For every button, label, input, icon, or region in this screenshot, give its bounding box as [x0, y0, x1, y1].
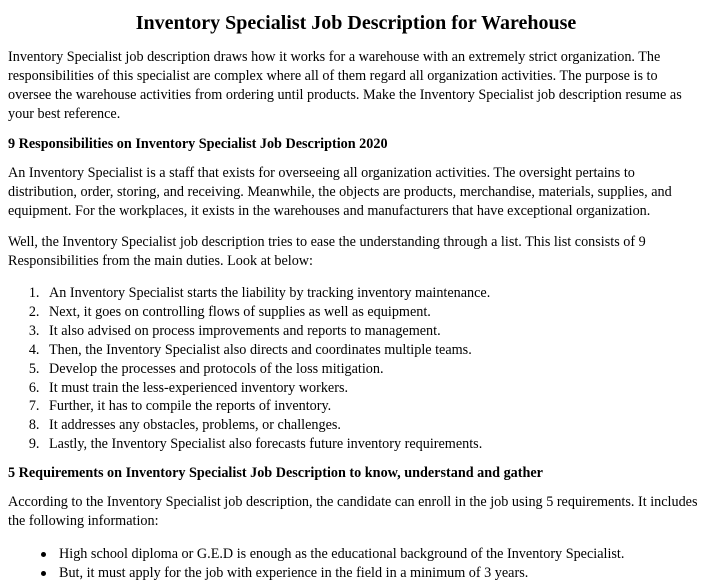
list-item: 5. Develop the processes and protocols of the loss mitigation.: [43, 360, 704, 379]
requirements-list: [8, 545, 704, 583]
responsibilities-paragraph-2: Well, the Inventory Specialist job description tries to ease the understanding through a list. This list consists of 9 Responsibilities from the main duties. Look at below:: [8, 234, 646, 269]
list-item: 1. An Inventory Specialist starts the liability by tracking inventory maintenance.: [43, 284, 704, 303]
list-item: 4. Then, the Inventory Specialist also directs and coordinates multiple teams.: [43, 341, 704, 360]
list-item: 2. Next, it goes on controlling flows of supplies as well as equipment.: [43, 303, 704, 322]
list-item: 3. It also advised on process improvements and reports to management.: [43, 322, 704, 341]
list-item: 9. Lastly, the Inventory Specialist also forecasts future inventory requirements.: [43, 435, 704, 454]
requirements-paragraph: According to the Inventory Specialist job description, the candidate can enroll in the job using 5 requirements. It includes the following information:: [8, 494, 698, 530]
intro-paragraph: Inventory Specialist job description draws how it works for a warehouse with an extremely strict organization. The responsibilities of this specialist are complex where all of them regard all organization activities. The purpose is to oversee the warehouse activities from ordering until products. Make the Inventory Specialist job description resume as your best reference.: [8, 49, 682, 122]
requirements-heading: 5 Requirements on Inventory Specialist Job Description to know, understand and gather: [8, 465, 543, 482]
list-item: High school diploma or G.E.D is enough as the educational background of the Inventory Specialist.: [41, 545, 704, 564]
list-item: 8. It addresses any obstacles, problems, or challenges.: [43, 416, 704, 435]
page-title: Inventory Specialist Job Description for Warehouse: [135, 12, 577, 34]
list-item: 6. It must train the less-experienced inventory workers.: [43, 379, 704, 398]
responsibilities-list: [8, 284, 704, 454]
responsibilities-paragraph-1: An Inventory Specialist is a staff that exists for overseeing all organization activities. The oversight pertains to distribution, order, storing, and receiving. Meanwhile, the objects are products, merchandise, materials, supplies, and equipment. For the workplaces, it exists in the warehouses and manufacturers that have exceptional organization.: [8, 165, 672, 219]
list-item: 7. Further, it has to compile the reports of inventory.: [43, 397, 704, 416]
responsibilities-heading: 9 Responsibilities on Inventory Specialist Job Description 2020: [8, 136, 388, 152]
list-item: But, it must apply for the job with experience in the field in a minimum of 3 years.: [41, 564, 704, 583]
